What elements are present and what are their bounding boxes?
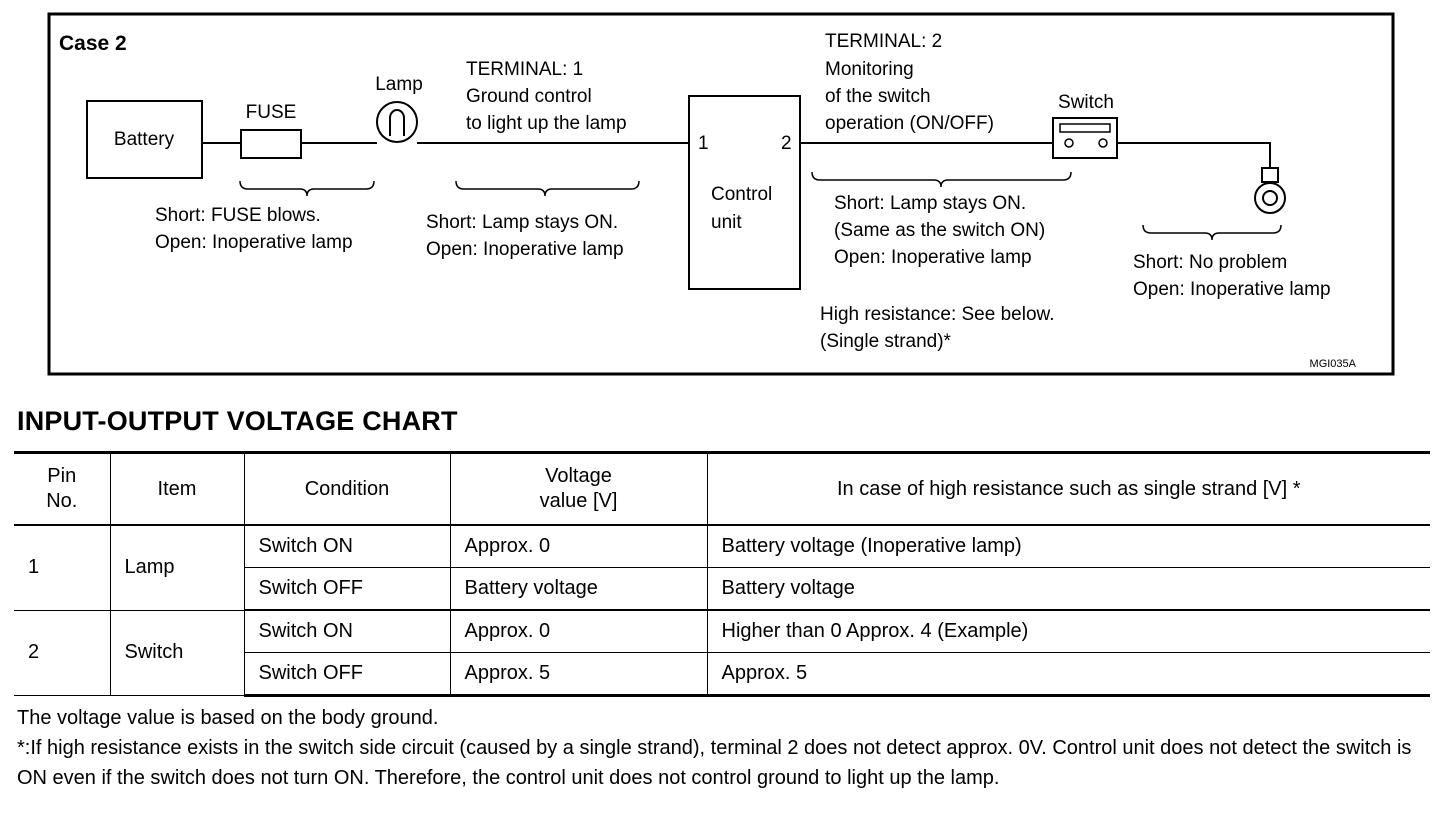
high-resistance-cell: Battery voltage: [707, 568, 1430, 611]
control-unit-label-line1: Control: [711, 184, 773, 205]
note-high-resistance: *:If high resistance exists in the switch side circuit (caused by a single strand), terminal 2 does not detect approx. 0V. Control unit does not detect the switch is ON even if the switch does not turn ON. Therefore, the control unit does not control ground to light up the lamp.: [17, 737, 1412, 789]
pin-cell: 1: [14, 525, 110, 610]
switch-segment-open: Open: Inoperative lamp: [834, 247, 1032, 268]
header-pin-no: Pin No.: [14, 453, 110, 526]
case-2-circuit-diagram: [0, 0, 1456, 400]
pin1-label: 1: [698, 133, 709, 154]
voltage-cell: Approx. 0: [450, 525, 707, 568]
terminal1-line2: Ground control: [466, 86, 592, 107]
brace-switch-segment: [812, 172, 1071, 187]
item-cell: Switch: [110, 610, 244, 696]
condition-cell: Switch ON: [244, 525, 450, 568]
switch-icon: [1053, 118, 1117, 158]
terminal1-line3: to light up the lamp: [466, 113, 627, 134]
control-unit-label-line2: unit: [711, 212, 742, 233]
table-row: [14, 525, 1430, 568]
high-resistance-line1: High resistance: See below.: [820, 304, 1055, 325]
header-item: Item: [110, 453, 244, 526]
fuse-segment-open: Open: Inoperative lamp: [155, 232, 353, 253]
voltage-chart-table: [14, 451, 1430, 697]
terminal1-line1: TERMINAL: 1: [466, 59, 584, 80]
switch-label: Switch: [1058, 92, 1114, 113]
terminal2-line2: Monitoring: [825, 59, 914, 80]
switch-segment-same: (Same as the switch ON): [834, 220, 1046, 241]
high-resistance-cell: Higher than 0 Approx. 4 (Example): [707, 610, 1430, 653]
note-body-ground: The voltage value is based on the body ground.: [17, 707, 439, 729]
brace-ground-segment: [1143, 225, 1281, 240]
ground-segment-open: Open: Inoperative lamp: [1133, 279, 1331, 300]
case-label: Case 2: [59, 32, 127, 55]
high-resistance-line2: (Single strand)*: [820, 331, 951, 352]
terminal2-line4: operation (ON/OFF): [825, 113, 994, 134]
table-header-row: [14, 453, 1430, 526]
pin2-label: 2: [781, 133, 792, 154]
brace-lamp-segment: [456, 181, 639, 196]
header-voltage-value: Voltage value [V]: [450, 453, 707, 526]
fuse-segment-short: Short: FUSE blows.: [155, 205, 321, 226]
fuse-label: FUSE: [245, 102, 297, 123]
battery-label: Battery: [113, 129, 175, 150]
header-condition: Condition: [244, 453, 450, 526]
condition-cell: Switch ON: [244, 610, 450, 653]
header-high-resistance: In case of high resistance such as single strand [V] *: [707, 453, 1430, 526]
condition-cell: Switch OFF: [244, 653, 450, 696]
lamp-segment-short: Short: Lamp stays ON.: [426, 212, 619, 233]
voltage-chart-title: INPUT-OUTPUT VOLTAGE CHART: [17, 406, 458, 436]
lamp-icon: [377, 102, 417, 142]
brace-fuse-segment: [240, 181, 374, 196]
figure-code: MGI035A: [1309, 358, 1356, 370]
notes: [17, 703, 1442, 793]
table-row: [14, 610, 1430, 653]
terminal2-line3: of the switch: [825, 86, 931, 107]
item-cell: Lamp: [110, 525, 244, 610]
voltage-cell: Battery voltage: [450, 568, 707, 611]
fuse-icon: [241, 130, 301, 158]
ground-terminal-icon: [1255, 168, 1285, 213]
voltage-cell: Approx. 0: [450, 610, 707, 653]
wire-switch-ground: [1117, 143, 1270, 168]
voltage-cell: Approx. 5: [450, 653, 707, 696]
pin-cell: 2: [14, 610, 110, 696]
high-resistance-cell: Battery voltage (Inoperative lamp): [707, 525, 1430, 568]
terminal2-line1: TERMINAL: 2: [825, 31, 943, 52]
ground-segment-short: Short: No problem: [1133, 252, 1288, 273]
condition-cell: Switch OFF: [244, 568, 450, 611]
lamp-segment-open: Open: Inoperative lamp: [426, 239, 624, 260]
high-resistance-cell: Approx. 5: [707, 653, 1430, 696]
lamp-label: Lamp: [375, 74, 423, 95]
switch-segment-short: Short: Lamp stays ON.: [834, 193, 1027, 214]
